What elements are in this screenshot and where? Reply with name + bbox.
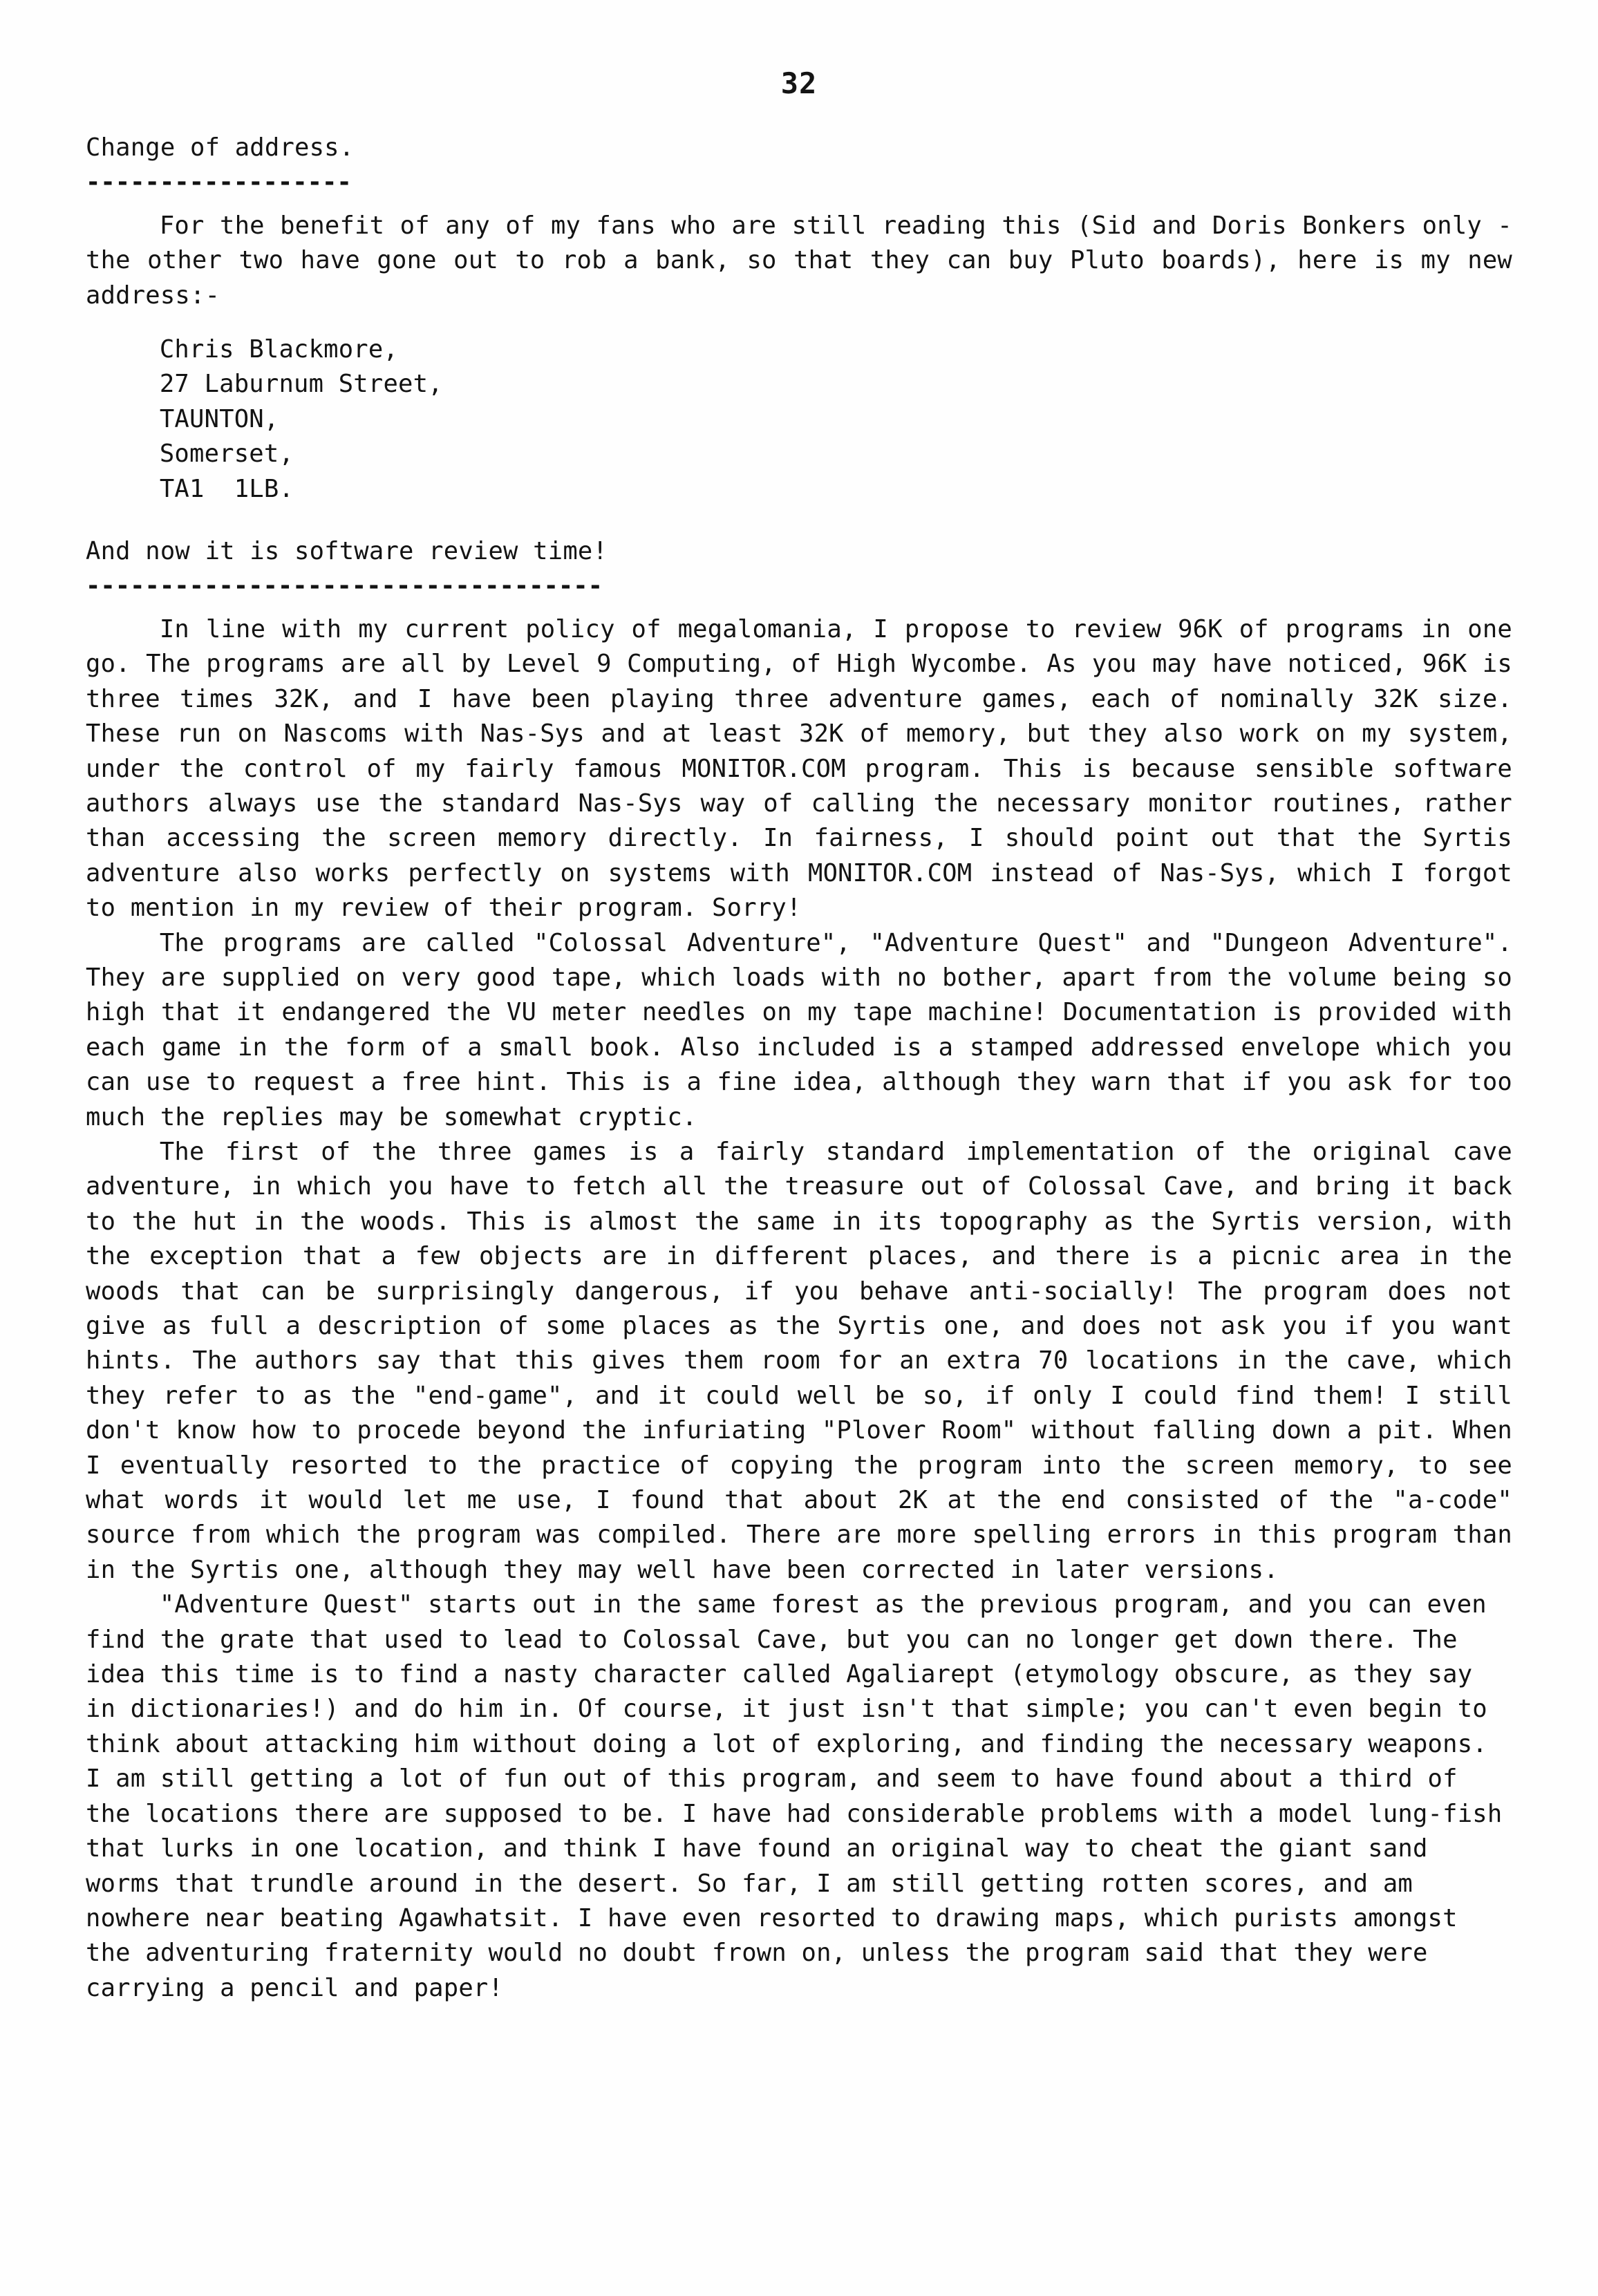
address-line-county: Somerset, <box>159 440 294 469</box>
change-of-address-paragraph: For the benefit of any of my fans who are still reading this (Sid and Doris Bonkers only - the other two have gone out to rob a bank, so that they can buy Pluto boards), here is my new address:- <box>86 211 1512 310</box>
software-review-paragraph-4: "Adventure Quest" starts out in the same forest as the previous program, and you can even find the grate that used to lead to Colossal Cave, but you can no longer get down there. The idea this time is to find a nasty character called Agaliarept (etymology obscure, as they say in dictionaries!) and do him in. Of course, it just isn't that simple; you can't even begin to think about attacking him without doing a lot of exploring, and finding the necessary weapons. I am still getting a lot of fun out of this program, and seem to have found about a third of the locations there are supposed to be. I have had considerable problems with a model lung-fish that lurks in one location, and think I have found an original way to cheat the giant sand worms that trundle around in the desert. So far, I am still getting rotten scores, and am nowhere near beating Agawhatsit. I have even resorted to drawing maps, which purists amongst the adventuring fraternity would no doubt frown on, unless the program said that they were carrying a pencil and paper! <box>86 1590 1503 2002</box>
software-review-heading: And now it is software review time! <box>86 537 608 566</box>
change-of-address-rule: ------------------ <box>86 168 352 197</box>
software-review-rule: ----------------------------------- <box>86 572 603 601</box>
section-change-of-address <box>86 131 1512 507</box>
software-review-paragraph-1: In line with my current policy of megalomania, I propose to review 96K of programs in one go. The programs are all by Level 9 Computing, of High Wycombe. As you may have noticed, 96K is three times 32K, and I have been playing three adventure games, each of nominally 32K size. These run on Nascoms with Nas-Sys and at least 32K of memory, but they also work on my system, under the control of my fairly famous MONITOR.COM program. This is because sensible software authors always use the standard Nas-Sys way of calling the necessary monitor routines, rather than accessing the screen memory directly. In fairness, I should point out that the Syrtis adventure also works perfectly on systems with MONITOR.COM instead of Nas-Sys, which I forgot to mention in my review of their program. Sorry! <box>86 614 1512 923</box>
software-review-paragraph-2: The programs are called "Colossal Adventure", "Adventure Quest" and "Dungeon Adventure". They are supplied on very good tape, which loads with no bother, apart from the volume being so high that it endangered the VU meter needles on my tape machine! Documentation is provided with each game in the form of a small book. Also included is a stamped addressed envelope which you can use to request a free hint. This is a fine idea, although they warn that if you ask for too much the replies may be somewhat cryptic. <box>86 928 1512 1131</box>
address-line-postcode: TA1 1LB. <box>159 474 294 503</box>
change-of-address-heading: Change of address. <box>86 133 355 162</box>
document-body <box>86 131 1512 2006</box>
address-block <box>86 332 1512 507</box>
address-line-town: TAUNTON, <box>159 404 279 433</box>
address-line-name: Chris Blackmore, <box>159 335 399 364</box>
section-software-review <box>86 534 1512 2006</box>
address-line-street: 27 Laburnum Street, <box>159 370 443 399</box>
page-number: 32 <box>780 66 818 100</box>
software-review-paragraph-3: The first of the three games is a fairly standard implementation of the original cave adventure, in which you have to fetch all the treasure out of Colossal Cave, and bring it back to the hut in the woods. This is almost the same in its topography as the Syrtis version, with the exception that a few objects are in different places, and there is a picnic area in the woods that can be surprisingly dangerous, if you behave anti-socially! The program does not give as full a description of some places as the Syrtis one, and does not ask you if you want hints. The authors say that this gives them room for an extra 70 locations in the cave, which they refer to as the "end-game", and it could well be so, if only I could find them! I still don't know how to procede beyond the infuriating "Plover Room" without falling down a pit. When I eventually resorted to the practice of copying the program into the screen memory, to see what words it would let me use, I found that about 2K at the end consisted of the "a-code" source from which the program was compiled. There are more spelling errors in this program than in the Syrtis one, although they may well have been corrected in later versions. <box>86 1137 1512 1584</box>
